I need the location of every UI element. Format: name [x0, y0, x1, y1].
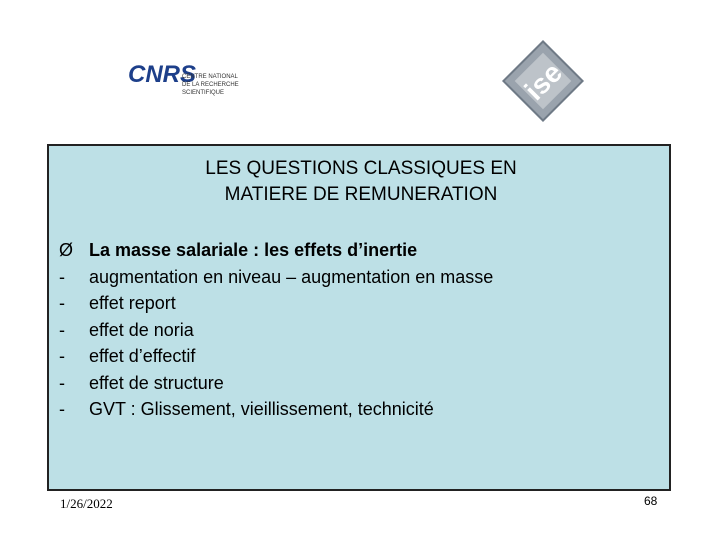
ise-logo	[498, 40, 588, 122]
list-item-text: effet de structure	[89, 372, 224, 393]
slide-title-line-2: MATIERE DE REMUNERATION	[224, 184, 498, 205]
list-item-text: GVT : Glissement, vieillissement, technicité	[89, 399, 434, 419]
slide-title	[49, 156, 673, 208]
slide-content-box	[47, 144, 671, 491]
list-item-text: effet d’effectif	[89, 346, 196, 366]
dash-bullet-icon: -	[59, 346, 65, 366]
cnrs-logo-mark: CNRS	[128, 61, 197, 88]
footer-date: 1/26/2022	[60, 496, 113, 511]
list-item-text: augmentation en niveau – augmentation en masse	[89, 266, 494, 287]
cnrs-logo	[126, 56, 256, 106]
list-item-text: effet report	[89, 293, 176, 313]
dash-bullet-icon: -	[59, 293, 65, 313]
dash-bullet-icon: -	[59, 319, 65, 340]
dash-bullet-icon: -	[59, 266, 65, 287]
dash-bullet-icon: -	[59, 399, 65, 419]
cnrs-logo-line-2: DE LA RECHERCHE	[182, 82, 239, 88]
cnrs-logo-line-1: CENTRE NATIONAL	[182, 74, 238, 80]
bullet-heading-text: La masse salariale : les effets d’inertie	[89, 240, 418, 260]
arrow-bullet-icon: Ø	[59, 240, 74, 260]
ise-logo-mark: ise	[518, 56, 569, 107]
list-item-text: effet de noria	[89, 319, 194, 340]
cnrs-logo-line-3: SCIENTIFIQUE	[182, 90, 225, 96]
dash-bullet-icon: -	[59, 372, 65, 393]
slide-title-line-1: LES QUESTIONS CLASSIQUES EN	[205, 158, 517, 179]
page-number: 68	[644, 494, 658, 508]
